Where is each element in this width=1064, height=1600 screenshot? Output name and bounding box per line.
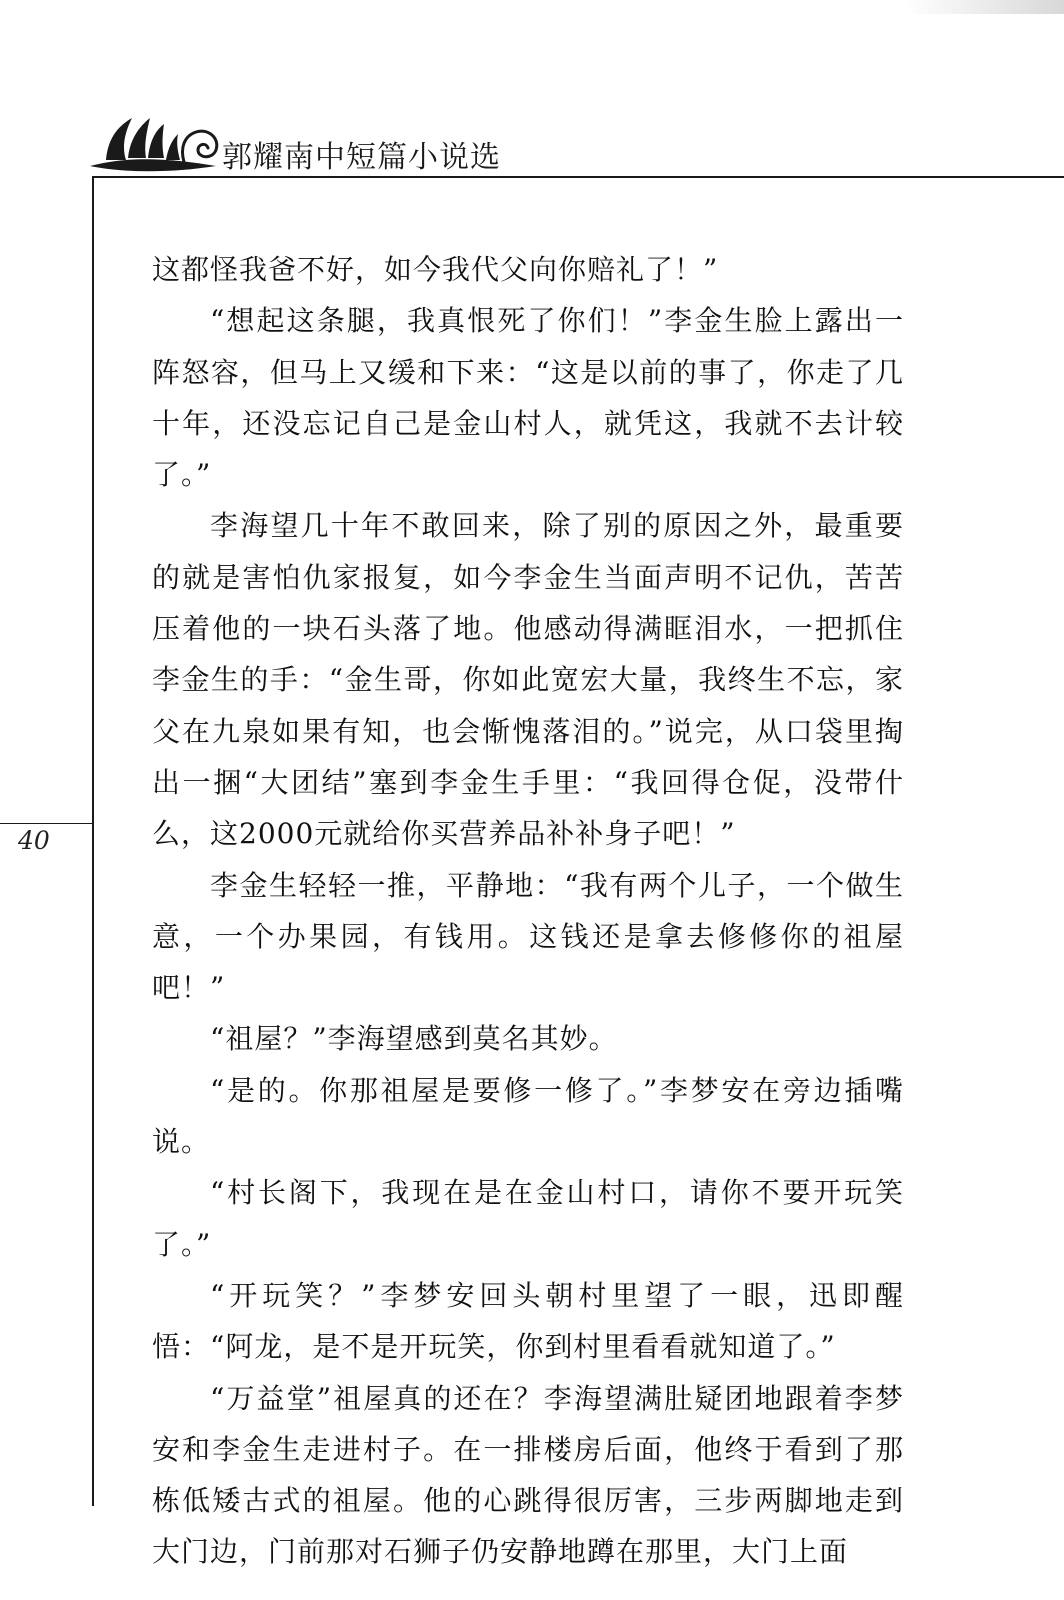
paragraph: 李金生轻轻一推，平静地：“我有两个儿子，一个做生意，一个办果园，有钱用。这钱还是拿去修修你的祖屋吧！”: [152, 868, 904, 1005]
running-title: 郭耀南中短篇小说选: [222, 140, 501, 175]
paragraph: “村长阁下，我现在是在金山村口，请你不要开玩笑了。”: [152, 1176, 904, 1261]
paragraph: 李海望几十年不敢回来，除了别的原因之外，最重要的就是害怕仇家报复，如今李金生当面声明不记仇，苦苦压着他的一块石头落了地。他感动得满眶泪水，一把抓住李金生的手：“金生哥，你如此宽宏大量，我终生不忘，家父在九泉如果有知，也会惭愧落泪的。”说完，从口袋里掏出一捆“大团结”塞到李金生手里：“我回得仓促，没带什么，这2000元就给你买营养品补补身子吧！”: [152, 509, 904, 851]
paragraph: “开玩笑？”李梦安回头朝村里望了一眼，迅即醒悟：“阿龙，是不是开玩笑，你到村里看看就知道了。”: [152, 1278, 904, 1364]
paragraph: “万益堂”祖屋真的还在？李海望满肚疑团地跟着李梦安和李金生走进村子。在一排楼房后面，他终于看到了那栋低矮古式的祖屋。他的心跳得很厉害，三步两脚地走到大门边，门前那对石狮子仍安静地蹲在那里，大门上面: [152, 1381, 904, 1569]
margin-rule: [0, 823, 94, 824]
paragraph: “是的。你那祖屋是要修一修了。”李梦安在旁边插嘴说。: [152, 1073, 904, 1159]
flourish-ornament-icon: [88, 108, 228, 176]
paragraph: “想起这条腿，我真恨死了你们！”李金生脸上露出一阵怒容，但马上又缓和下来：“这是以前的事了，你走了几十年，还没忘记自己是金山村人，就凭这，我就不去计较了。”: [152, 304, 904, 492]
left-frame-rule: [92, 176, 94, 1506]
page-header: [0, 0, 1064, 190]
page-number: 40: [18, 826, 50, 855]
body-text: [152, 244, 904, 1578]
paragraph: “祖屋？”李海望感到莫名其妙。: [210, 1022, 618, 1056]
header-rule: [92, 176, 1064, 178]
paragraph: 这都怪我爸不好，如今我代父向你赔礼了！”: [152, 253, 719, 286]
